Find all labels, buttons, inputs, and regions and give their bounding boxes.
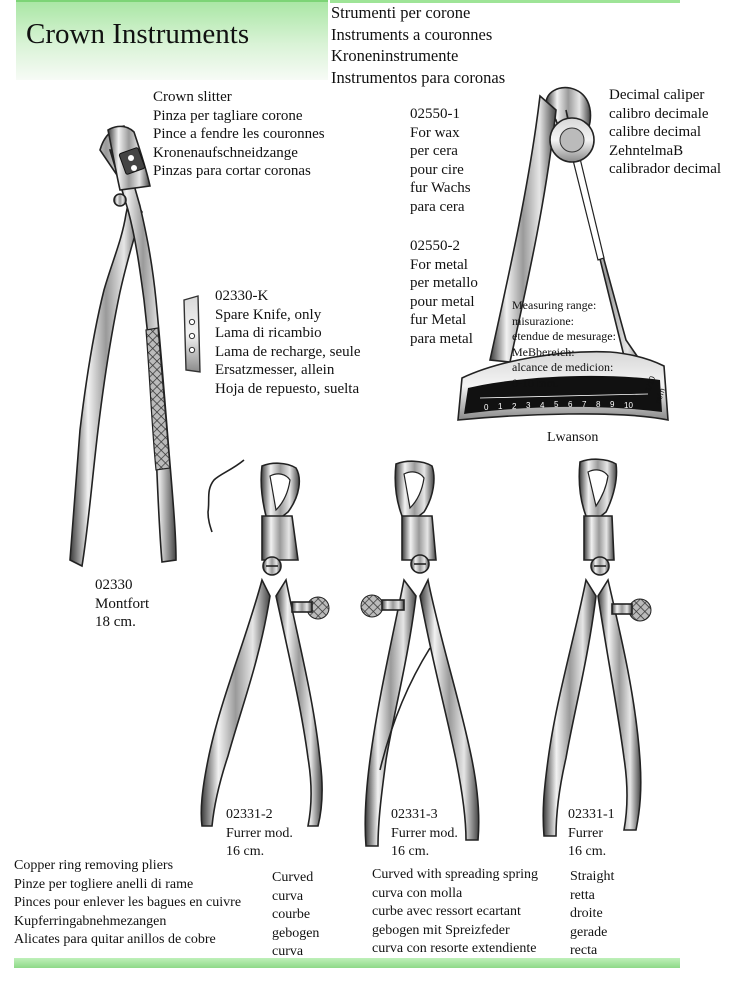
caliper-metal-code: 02550-2 [410, 238, 460, 254]
ring-pliers-text [14, 857, 241, 950]
pliers-code: 02331-1 [568, 807, 615, 822]
pliers-type-line: curva con molla [372, 885, 463, 901]
caliper-name: calibre decimal [609, 124, 702, 140]
spare-knife-text [215, 287, 360, 398]
pliers-type-line: curva [272, 944, 304, 959]
pliers-type-line: curva con resorte extendiente [372, 941, 537, 956]
pliers-type-line: gebogen mit Spreizfeder [372, 922, 510, 938]
pliers-02331-3-spec [391, 806, 458, 862]
caliper-name: calibro decimale [609, 105, 709, 122]
caliper-names [609, 86, 721, 179]
pliers-02331-1-type [570, 868, 614, 961]
caliper-brand: Lwanson [547, 430, 599, 445]
crown-slitter-code: 02330 [95, 577, 133, 593]
pliers-type-line: gerade [570, 924, 608, 940]
ring-pliers-line: Copper ring removing pliers [14, 858, 174, 873]
caliper-metal-line: For metal [410, 256, 468, 273]
pliers-model: Furrer [568, 825, 603, 841]
caliper-name: Decimal caliper [609, 87, 705, 103]
caliper-wax-line: per cera [410, 143, 458, 159]
caliper-metal-text [410, 237, 478, 348]
caliper-name: calibrador decimal [609, 161, 722, 177]
ring-pliers-line: Pinces pour enlever les bagues en cuivre [14, 895, 242, 910]
caliper-scale-mark: 10 [624, 401, 633, 410]
crown-slitter-spec [95, 576, 149, 632]
caliper-wax-line: fur Wachs [410, 180, 471, 196]
caliper-scale-mark: 5 [554, 400, 559, 409]
caliper-wax-code: 02550-1 [410, 106, 460, 122]
subtitle-spanish: Instrumentos para coronas [331, 67, 506, 87]
pliers-type-line: courbe [272, 907, 311, 922]
caliper-wax-line: para cera [410, 198, 465, 215]
pliers-model: Furrer mod. [391, 825, 458, 841]
caliper-range-line: alcance de medicion: [512, 360, 614, 374]
pliers-type-line: gebogen [272, 925, 320, 941]
ring-pliers-line: Pinze per togliere anelli di rame [14, 876, 194, 892]
caliper-wax-text [410, 105, 471, 216]
pliers-type-line: curva [272, 888, 304, 904]
crown-slitter-name: Pince a fendre les couronnes [153, 126, 325, 142]
spare-knife-line: Lama di ricambio [215, 325, 322, 341]
caliper-range-line: etendue de mesurage: [512, 329, 616, 343]
caliper-scale-mark: 4 [540, 401, 545, 410]
caliper-wax-line: For wax [410, 124, 460, 141]
caliper-scale-mark: 7 [582, 400, 587, 409]
pliers-02331-2-type [272, 869, 319, 962]
pliers-type-line: Curved with spreading spring [372, 867, 539, 882]
spare-knife-code: 02330-K [215, 288, 269, 304]
caliper-scale-mark: 1 [498, 402, 503, 411]
pliers-size: 16 cm. [568, 844, 607, 859]
page-title: Crown Instruments [26, 18, 250, 50]
ring-pliers-line: Alicates para quitar anillos de cobre [14, 932, 216, 947]
pliers-type-line: droite [570, 906, 603, 921]
spare-knife-line: Spare Knife, only [215, 306, 322, 323]
caliper-range-line: misurazione: [512, 313, 574, 328]
spare-knife-line: Hoja de repuesto, suelta [215, 380, 360, 397]
caliper-scale-mark: 8 [596, 400, 601, 409]
caliper-range-line: 0-10 mm. [512, 375, 559, 390]
pliers-size: 16 cm. [391, 844, 430, 859]
subtitle-french: Instruments a couronnes [331, 24, 493, 44]
pliers-code: 02331-2 [226, 807, 273, 822]
pliers-type-line: Straight [570, 869, 615, 884]
pliers-02331-2-spec [226, 806, 293, 862]
caliper-wax-line: pour cire [410, 161, 464, 178]
pliers-type-line: Curved [272, 870, 314, 885]
pliers-type-line: curbe avec ressort ecartant [372, 904, 521, 919]
crown-slitter-name: Crown slitter [153, 89, 232, 105]
crown-slitter-name: Pinzas para cortar coronas [153, 163, 311, 179]
caliper-metal-line: fur Metal [410, 312, 467, 328]
caliper-metal-line: per metallo [410, 275, 478, 291]
caliper-scale-mark: 2 [512, 402, 517, 411]
caliper-range-text [512, 298, 616, 391]
spare-knife-line: Ersatzmesser, allein [215, 362, 335, 378]
crown-slitter-names [153, 88, 325, 181]
crown-slitter-illustration [70, 126, 176, 566]
pliers-02331-1-spec [568, 806, 615, 862]
caliper-metal-line: pour metal [410, 293, 475, 310]
pliers-02331-2-illustration [201, 463, 329, 826]
caliper-unit-top: 1/10 [643, 374, 658, 393]
pliers-02331-1-illustration [543, 459, 651, 836]
crown-slitter-name: Pinza per tagliare corone [153, 107, 303, 124]
caliper-scale-mark: 0 [484, 403, 489, 412]
subtitle-italian: Strumenti per corone [331, 3, 471, 22]
caliper-name: ZehntelmaB [609, 142, 684, 159]
caliper-scale-mark: 3 [526, 401, 531, 410]
caliper-scale-mark: 9 [610, 400, 615, 409]
caliper-metal-line: para metal [410, 330, 473, 347]
pliers-type-line: recta [570, 943, 598, 958]
caliper-range-line: Measuring range: [512, 298, 597, 312]
pliers-code: 02331-3 [391, 807, 438, 822]
pliers-02331-3-type [372, 866, 538, 959]
crown-slitter-size: 18 cm. [95, 614, 136, 630]
spare-knife-line: Lama de recharge, seule [215, 343, 361, 360]
wire-sample-illustration [208, 460, 244, 532]
pliers-model: Furrer mod. [226, 825, 293, 841]
crown-slitter-model: Montfort [95, 595, 150, 612]
ring-pliers-line: Kupferringabnehmezangen [14, 913, 167, 929]
pliers-size: 16 cm. [226, 844, 265, 859]
spare-knife-illustration [184, 296, 200, 372]
caliper-unit-bottom: m/m [653, 386, 668, 405]
crown-slitter-name: Kronenaufschneidzange [153, 144, 298, 161]
caliper-scale-mark: 6 [568, 400, 573, 409]
subtitle-german: Kroneninstrumente [331, 46, 459, 65]
pliers-type-line: retta [570, 887, 595, 903]
caliper-range-line: MeBbereich: [512, 344, 575, 359]
pliers-02331-3-illustration [361, 461, 479, 846]
